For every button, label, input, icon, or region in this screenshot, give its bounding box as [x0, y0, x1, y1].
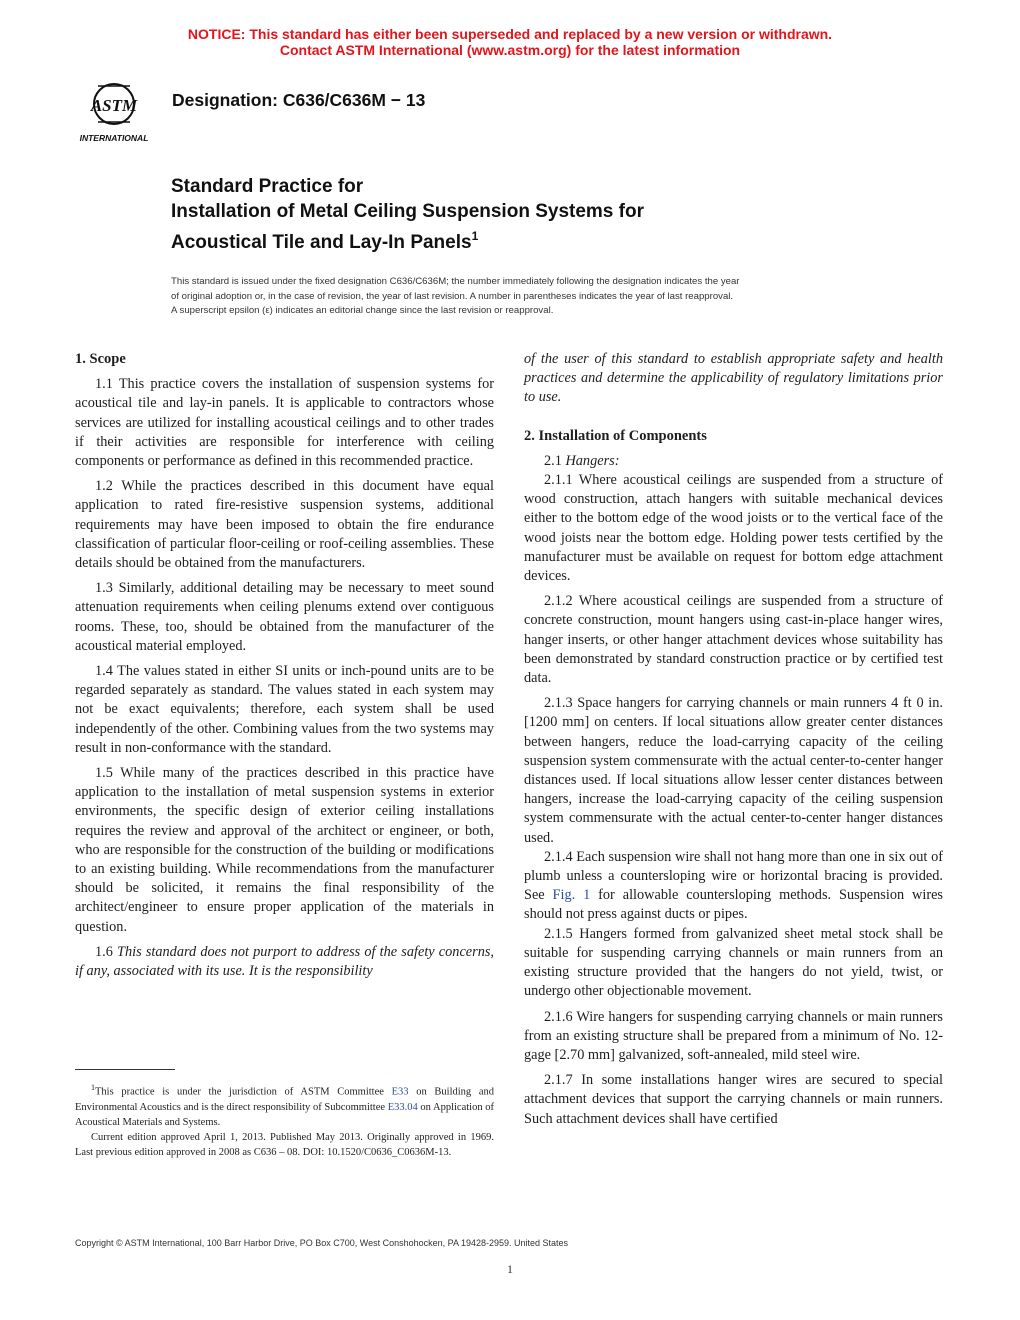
- title-footnote-mark: 1: [471, 229, 479, 243]
- footnote-rule: [75, 1069, 175, 1070]
- paragraph-2-1: [524, 452, 943, 471]
- left-column: [75, 350, 494, 981]
- paragraph-1-4: 1.4 The values stated in either SI units or inch-pound units are to be regarded separately as standard. The values stated in each system may not be exact equivalents; therefore, each system shall be used independently of the other. Combining values from the two systems may result in non-conformance with the standard.: [75, 663, 494, 756]
- subcommittee-e33-04-link[interactable]: E33.04: [387, 1101, 418, 1113]
- logo-mark: ASTM: [90, 96, 138, 115]
- supersession-notice: [0, 26, 1020, 58]
- notice-line-1: NOTICE: This standard has either been superseded and replaced by a new version or withdrawn.: [187, 26, 833, 42]
- paragraph-2-1-2: 2.1.2 Where acoustical ceilings are suspended from a structure of concrete construction, mount hangers using cast-in-place hanger wires, hanger inserts, or other hanger attachment devices whose suitability has been demonstrated by standard construction practice or by certified test data.: [524, 593, 943, 687]
- paragraph-2-1-6: 2.1.6 Wire hangers for suspending carrying channels or main runners from an existing structure shall be prepared from a minimum of No. 12-gage [2.70 mm] galvanized, soft-annealed, mild steel wire.: [524, 1008, 943, 1063]
- document-title: [171, 175, 644, 255]
- paragraph-2-1-7: 2.1.7 In some installations hanger wires are secured to special attachment devices that support the carrying channels or main runners. Such attachment devices shall have certified: [524, 1072, 943, 1127]
- paragraph-2-1-number: 2.1: [544, 452, 562, 469]
- paragraph-1-3: 1.3 Similarly, additional detailing may be necessary to meet sound attenuation requirements when ceiling plenums extend over contiguous rooms. These, too, should be obtained from the manufacturer of the acoustical material employed.: [75, 580, 494, 654]
- paragraph-1-5: 1.5 While many of the practices described in this practice have application to the installation of metal suspension systems in exterior environments, the specific design of exterior ceiling installations requires the review and approval of the architect or engineer, or both, who are responsible for the construction of the building or modifications to an existing building. While recommendations from the manufacturer should be solicited, it remains the final responsibility of the architect/engineer to ensure proper application of the materials in question.: [75, 765, 494, 935]
- page-number: 1: [507, 1262, 513, 1276]
- paragraph-1-2: 1.2 While the practices described in this document have equal application to rated fire-resistive suspension systems, additional requirements may have been imposed to obtain the fire endurance classification of particular floor-ceiling or roof-ceiling assemblies. These details should be obtained from the manufacturers.: [75, 478, 494, 572]
- section-1-heading: 1. Scope: [75, 351, 126, 367]
- notice-line-2: Contact ASTM International (www.astm.org) for the latest information: [279, 42, 741, 58]
- paragraph-2-1-1: 2.1.1 Where acoustical ceilings are suspended from a structure of wood construction, attach hangers with suitable mechanical devices either to the bottom edge of the wood joists or to the vertical face of the wood joists near the bottom edge. Holding power tests certified by the manufacturer must be available on request for bottom edge attachment devices.: [524, 472, 943, 585]
- paragraph-1-6-continued-text: of the user of this standard to establish appropriate safety and health practices and determine the applicability of regulatory limitations prior to use.: [524, 351, 943, 406]
- right-column: [524, 350, 943, 1129]
- footnote: [75, 1080, 494, 1160]
- paragraph-2-1-4-text-b: for allowable countersloping methods. Suspension wires should not press against ducts or pipes.: [524, 887, 943, 923]
- copyright: Copyright © ASTM International, 100 Barr Harbor Drive, PO Box C700, West Conshohocken, PA 19428-2959. United States: [75, 1238, 569, 1248]
- title-line-1: Standard Practice for: [171, 176, 364, 197]
- paragraph-1-6-number: 1.6: [95, 943, 113, 960]
- title-line-3: Acoustical Tile and Lay-In Panels: [171, 232, 472, 253]
- committee-e33-link[interactable]: E33: [391, 1086, 409, 1098]
- paragraph-2-1-4-text-a: 2.1.4 Each suspension wire shall not hang more than one in six out of plumb unless a countersloping wire or horizontal bracing is provided. See: [524, 848, 943, 904]
- paragraph-2-1-title: Hangers:: [565, 452, 620, 469]
- designation: Designation: C636/C636M − 13: [172, 90, 426, 110]
- paragraph-2-1-4: [524, 848, 943, 925]
- paragraph-2-1-5: 2.1.5 Hangers formed from galvanized sheet metal stock shall be suitable for suspending carrying channels or main runners from an existing structure provided that the hangers do not yield, twist, or undergo other objectionable movement.: [524, 925, 943, 1000]
- footnote-text-a: This practice is under the jurisdiction of ASTM Committee: [95, 1086, 392, 1098]
- paragraph-2-1-3: 2.1.3 Space hangers for carrying channels or main runners 4 ft 0 in. [1200 mm] on centers. If local situations allow greater center distances between hangers, reduce the load-carrying capacity of the ceiling suspension system commensurate with the actual center-to-center hanger distances used. If local situations allow lesser center distances between hangers, increase the load-carrying capacity of the ceiling suspension system commensurate with the actual center-to-center hanger distances used.: [524, 695, 943, 846]
- astm-logo-icon: [68, 78, 160, 144]
- section-2-heading: 2. Installation of Components: [524, 427, 707, 444]
- preamble-line-2: of original adoption or, in the case of revision, the year of last revision. A number in parentheses indicates the year of last reapproval.: [171, 290, 734, 302]
- preamble: [171, 275, 851, 319]
- figure-1-link[interactable]: Fig. 1: [552, 887, 591, 904]
- footnote-paragraph-2: Current edition approved April 1, 2013. Published May 2013. Originally approved in 1969. Last previous edition approved in 2008 as C636 – 08. DOI: 10.1520/C0636_C0636M-13.: [75, 1131, 494, 1158]
- paragraph-1-1: 1.1 This practice covers the installation of suspension systems for acoustical tile and lay-in panels. It is applicable to contractors whose services are utilized for installing acoustical ceilings and to other trades if their activities are responsible for interference with ceiling components or performance as defined in this recommended practice.: [75, 376, 494, 470]
- footnote-paragraph-1: [75, 1080, 494, 1130]
- footnote-text-b: on Building and Environmental Acoustics and is the direct responsibility of Subcommittee: [75, 1086, 494, 1113]
- paragraph-1-6-continued: [524, 350, 943, 408]
- title-line-2: Installation of Metal Ceiling Suspension Systems for: [171, 201, 644, 222]
- preamble-line-3: A superscript epsilon (ε) indicates an editorial change since the last revision or reapproval.: [171, 305, 554, 317]
- preamble-line-1: This standard is issued under the fixed designation C636/C636M; the number immediately following the designation indicates the year: [171, 276, 740, 287]
- paragraph-1-6-text: This standard does not purport to address of the safety concerns, if any, associated with its use. It is the responsibility: [75, 943, 494, 980]
- paragraph-1-6: [75, 943, 494, 981]
- footnote-text-c: on Application of Acoustical Materials and Systems.: [75, 1101, 494, 1128]
- footnote-mark: 1: [91, 1083, 95, 1092]
- logo-text: INTERNATIONAL: [79, 133, 149, 143]
